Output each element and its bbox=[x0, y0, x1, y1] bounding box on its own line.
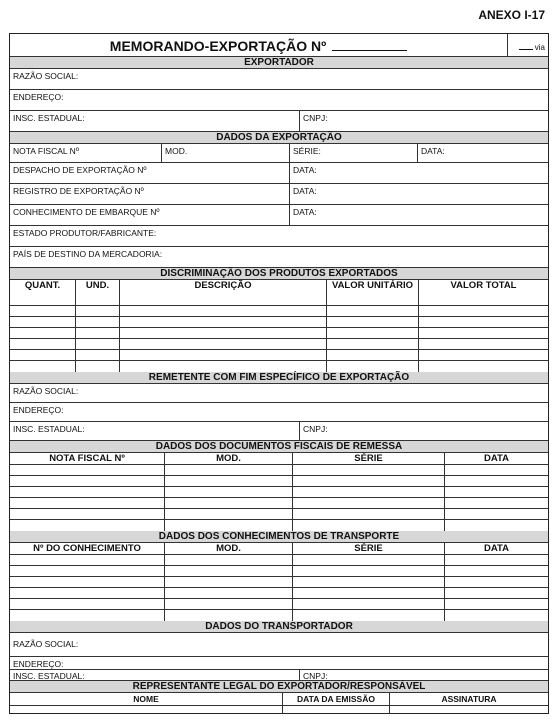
produto-cell[interactable] bbox=[327, 361, 419, 372]
conhecimento-cell[interactable] bbox=[293, 555, 445, 565]
produto-row bbox=[10, 306, 548, 317]
exportador-endereco-label: ENDEREÇO: bbox=[13, 92, 64, 102]
col-con-serie: SÉRIE bbox=[293, 543, 445, 554]
produto-cell[interactable] bbox=[120, 361, 327, 372]
conhecimento-cell[interactable] bbox=[10, 610, 165, 621]
produto-cell[interactable] bbox=[10, 350, 76, 360]
documento-cell[interactable] bbox=[165, 476, 293, 486]
exportador-razao-social-field[interactable] bbox=[10, 69, 548, 90]
registro-data-field[interactable]: DATA: bbox=[293, 186, 317, 196]
documento-cell[interactable] bbox=[293, 487, 445, 497]
produto-cell[interactable] bbox=[76, 328, 120, 338]
col-descricao: DESCRIÇÃO bbox=[120, 280, 327, 305]
produto-cell[interactable] bbox=[419, 328, 548, 338]
produto-cell[interactable] bbox=[10, 306, 76, 316]
col-doc-data: DATA bbox=[484, 453, 509, 464]
conhecimento-cell[interactable] bbox=[293, 599, 445, 609]
transportador-endereco-field[interactable] bbox=[10, 657, 548, 670]
via-label: via bbox=[534, 43, 545, 52]
conhecimento-row bbox=[10, 588, 548, 599]
documento-cell[interactable] bbox=[293, 498, 445, 508]
conhecimento-cell[interactable] bbox=[10, 588, 165, 598]
documento-row bbox=[10, 498, 548, 509]
col-nome[interactable]: NOME bbox=[10, 693, 283, 705]
produto-cell[interactable] bbox=[120, 328, 327, 338]
conhecimento-cell[interactable] bbox=[165, 577, 293, 587]
transportador-endereco-label: ENDEREÇO: bbox=[13, 659, 64, 669]
nota-fiscal-field[interactable]: NOTA FISCAL Nº bbox=[10, 144, 162, 162]
conhecimento-cell[interactable] bbox=[10, 599, 165, 609]
col-conhecimento: Nº DO CONHECIMENTO bbox=[10, 543, 165, 554]
col-und: UND. bbox=[76, 280, 120, 305]
data-emissao-field[interactable] bbox=[283, 706, 390, 713]
conhecimento-row bbox=[10, 205, 548, 226]
produto-cell[interactable] bbox=[120, 317, 327, 327]
mod-field[interactable]: MOD. bbox=[162, 144, 290, 162]
produto-cell[interactable] bbox=[419, 317, 548, 327]
section-documentos: DADOS DOS DOCUMENTOS FISCAIS DE REMESSA bbox=[10, 441, 548, 453]
produto-cell[interactable] bbox=[120, 339, 327, 349]
form-title bbox=[10, 34, 508, 56]
section-exportador: EXPORTADOR bbox=[10, 57, 548, 69]
produto-cell[interactable] bbox=[120, 306, 327, 316]
conhecimento-cell[interactable] bbox=[445, 599, 548, 609]
exportador-cnpj-field[interactable]: CNPJ: bbox=[303, 113, 328, 123]
remetente-endereco-label: ENDEREÇO: bbox=[13, 405, 64, 415]
via-number-field[interactable] bbox=[519, 49, 533, 50]
conhecimento-row bbox=[10, 599, 548, 610]
documento-cell[interactable] bbox=[445, 520, 548, 531]
conhecimento-cell[interactable] bbox=[165, 566, 293, 576]
conhecimento-cell[interactable] bbox=[445, 588, 548, 598]
produto-cell[interactable] bbox=[419, 306, 548, 316]
col-doc-mod: MOD. bbox=[165, 453, 293, 464]
documento-cell[interactable] bbox=[445, 476, 548, 486]
conhecimento-cell[interactable] bbox=[293, 577, 445, 587]
conhecimento-cell[interactable] bbox=[165, 588, 293, 598]
produto-cell[interactable] bbox=[327, 306, 419, 316]
transportador-insc-row bbox=[10, 670, 548, 681]
produto-cell[interactable] bbox=[76, 339, 120, 349]
produto-cell[interactable] bbox=[76, 361, 120, 372]
exportador-endereco-field[interactable] bbox=[10, 90, 548, 111]
documento-row bbox=[10, 476, 548, 487]
produto-cell[interactable] bbox=[327, 350, 419, 360]
via-cell[interactable] bbox=[508, 34, 548, 56]
transportador-insc-estadual-field[interactable]: INSC. ESTADUAL: bbox=[10, 670, 300, 680]
exportador-insc-estadual-field[interactable]: INSC. ESTADUAL: bbox=[10, 111, 300, 131]
conhecimento-cell[interactable] bbox=[445, 566, 548, 576]
transportador-razao-social-field[interactable] bbox=[10, 633, 548, 657]
col-quant: QUANT. bbox=[10, 280, 76, 305]
col-valor-unitario: VALOR UNITÁRIO bbox=[327, 280, 419, 305]
produto-cell[interactable] bbox=[10, 328, 76, 338]
documento-cell[interactable] bbox=[165, 509, 293, 519]
produto-cell[interactable] bbox=[327, 328, 419, 338]
col-con-mod: MOD. bbox=[165, 543, 293, 554]
documento-cell[interactable] bbox=[445, 487, 548, 497]
produto-cell[interactable] bbox=[419, 350, 548, 360]
representante-header-row bbox=[10, 693, 548, 706]
col-nota-fiscal: NOTA FISCAL Nº bbox=[10, 453, 165, 464]
nome-field[interactable] bbox=[10, 706, 283, 713]
remetente-insc-estadual-field[interactable]: INSC. ESTADUAL: bbox=[10, 422, 300, 440]
conhecimento-cell[interactable] bbox=[293, 588, 445, 598]
exportador-insc-row bbox=[10, 111, 548, 132]
produto-cell[interactable] bbox=[327, 339, 419, 349]
conhecimento-cell[interactable] bbox=[165, 610, 293, 621]
produto-cell[interactable] bbox=[10, 317, 76, 327]
transportador-cnpj-field[interactable]: CNPJ: bbox=[303, 671, 328, 680]
col-doc-serie: SÉRIE bbox=[293, 453, 445, 464]
documento-row bbox=[10, 509, 548, 520]
despacho-row bbox=[10, 163, 548, 184]
documento-cell[interactable] bbox=[165, 498, 293, 508]
produto-cell[interactable] bbox=[419, 339, 548, 349]
conhecimento-cell[interactable] bbox=[293, 610, 445, 621]
conhecimentos-header-row bbox=[10, 543, 548, 555]
serie-field[interactable]: SÉRIE: bbox=[290, 144, 418, 162]
documento-cell[interactable] bbox=[10, 476, 165, 486]
nota-fiscal-row bbox=[10, 144, 548, 163]
data-field[interactable]: DATA: bbox=[421, 146, 445, 156]
conhecimento-cell[interactable] bbox=[165, 599, 293, 609]
remetente-cnpj-field[interactable]: CNPJ: bbox=[303, 424, 328, 434]
remetente-razao-social-label: RAZÃO SOCIAL: bbox=[13, 386, 79, 396]
conhecimento-row bbox=[10, 566, 548, 577]
col-con-data: DATA bbox=[484, 543, 509, 554]
conhecimento-field[interactable]: CONHECIMENTO DE EMBARQUE Nº bbox=[10, 205, 290, 225]
representante-fill-row bbox=[10, 706, 548, 713]
documento-cell[interactable] bbox=[293, 465, 445, 475]
remetente-endereco-field[interactable] bbox=[10, 403, 548, 422]
estado-produtor-label: ESTADO PRODUTOR/FABRICANTE: bbox=[13, 228, 157, 238]
remetente-insc-row bbox=[10, 422, 548, 441]
produto-cell[interactable] bbox=[327, 317, 419, 327]
documento-row bbox=[10, 520, 548, 531]
produto-row bbox=[10, 328, 548, 339]
documento-cell[interactable] bbox=[293, 520, 445, 531]
estado-produtor-field[interactable] bbox=[10, 226, 548, 247]
transportador-razao-social-label: RAZÃO SOCIAL: bbox=[13, 639, 79, 649]
documento-cell[interactable] bbox=[165, 520, 293, 531]
documento-row bbox=[10, 487, 548, 498]
conhecimento-row bbox=[10, 555, 548, 566]
produto-cell[interactable] bbox=[120, 350, 327, 360]
produto-cell[interactable] bbox=[76, 306, 120, 316]
produtos-header-row bbox=[10, 280, 548, 306]
remetente-razao-social-field[interactable] bbox=[10, 384, 548, 403]
documento-row bbox=[10, 465, 548, 476]
col-assinatura[interactable]: ASSINATURA bbox=[441, 694, 497, 704]
conhecimento-row bbox=[10, 577, 548, 588]
documento-cell[interactable] bbox=[445, 498, 548, 508]
conhecimento-cell[interactable] bbox=[165, 555, 293, 565]
produto-cell[interactable] bbox=[10, 361, 76, 372]
col-data-emissao[interactable]: DATA DA EMISSÃO bbox=[283, 693, 390, 705]
documento-cell[interactable] bbox=[10, 520, 165, 531]
assinatura-field[interactable] bbox=[390, 706, 548, 713]
conhecimento-cell[interactable] bbox=[10, 577, 165, 587]
produto-row bbox=[10, 317, 548, 328]
produto-cell[interactable] bbox=[76, 350, 120, 360]
documento-cell[interactable] bbox=[445, 509, 548, 519]
section-transportador: DADOS DO TRANSPORTADOR bbox=[10, 621, 548, 633]
memorando-form bbox=[9, 33, 549, 714]
conhecimento-row bbox=[10, 610, 548, 621]
conhecimento-cell[interactable] bbox=[293, 566, 445, 576]
documento-cell[interactable] bbox=[10, 465, 165, 475]
documento-cell[interactable] bbox=[10, 487, 165, 497]
title-row bbox=[10, 34, 548, 57]
conhecimento-cell[interactable] bbox=[445, 610, 548, 621]
annex-label: ANEXO I-17 bbox=[478, 8, 545, 22]
documento-cell[interactable] bbox=[445, 465, 548, 475]
section-remetente: REMETENTE COM FIM ESPECÍFICO DE EXPORTAÇÃO bbox=[10, 372, 548, 384]
documento-cell[interactable] bbox=[10, 509, 165, 519]
pais-destino-label: PAÍS DE DESTINO DA MERCADORIA: bbox=[13, 249, 163, 259]
section-produtos: DISCRIMINAÇÃO DOS PRODUTOS EXPORTADOS bbox=[10, 268, 548, 280]
despacho-field[interactable]: DESPACHO DE EXPORTAÇÃO Nº bbox=[10, 163, 290, 183]
conhecimento-data-field[interactable]: DATA: bbox=[293, 207, 317, 217]
form-title-text: MEMORANDO-EXPORTAÇÃO Nº bbox=[109, 38, 327, 54]
produto-cell[interactable] bbox=[10, 339, 76, 349]
conhecimento-cell[interactable] bbox=[10, 566, 165, 576]
registro-row bbox=[10, 184, 548, 205]
section-representante: REPRESENTANTE LEGAL DO EXPORTADOR/RESPONSÁVEL bbox=[10, 681, 548, 693]
documentos-header-row bbox=[10, 453, 548, 465]
section-dados-exportacao: DADOS DA EXPORTAÇÃO bbox=[10, 132, 548, 144]
despacho-data-field[interactable]: DATA: bbox=[293, 165, 317, 175]
documento-cell[interactable] bbox=[293, 476, 445, 486]
exportador-razao-social-label: RAZÃO SOCIAL: bbox=[13, 71, 79, 81]
conhecimento-cell[interactable] bbox=[445, 555, 548, 565]
produto-cell[interactable] bbox=[76, 317, 120, 327]
pais-destino-field[interactable] bbox=[10, 247, 548, 268]
produto-row bbox=[10, 339, 548, 350]
documento-cell[interactable] bbox=[165, 487, 293, 497]
conhecimento-cell[interactable] bbox=[445, 577, 548, 587]
documento-cell[interactable] bbox=[165, 465, 293, 475]
conhecimento-cell[interactable] bbox=[10, 555, 165, 565]
produto-cell[interactable] bbox=[419, 361, 548, 372]
produto-row bbox=[10, 350, 548, 361]
documento-cell[interactable] bbox=[293, 509, 445, 519]
section-conhecimentos: DADOS DOS CONHECIMENTOS DE TRANSPORTE bbox=[10, 531, 548, 543]
documento-cell[interactable] bbox=[10, 498, 165, 508]
col-valor-total: VALOR TOTAL bbox=[450, 280, 517, 291]
memorando-number-field[interactable] bbox=[332, 38, 407, 51]
produto-row bbox=[10, 361, 548, 372]
registro-field[interactable]: REGISTRO DE EXPORTAÇÃO Nº bbox=[10, 184, 290, 204]
